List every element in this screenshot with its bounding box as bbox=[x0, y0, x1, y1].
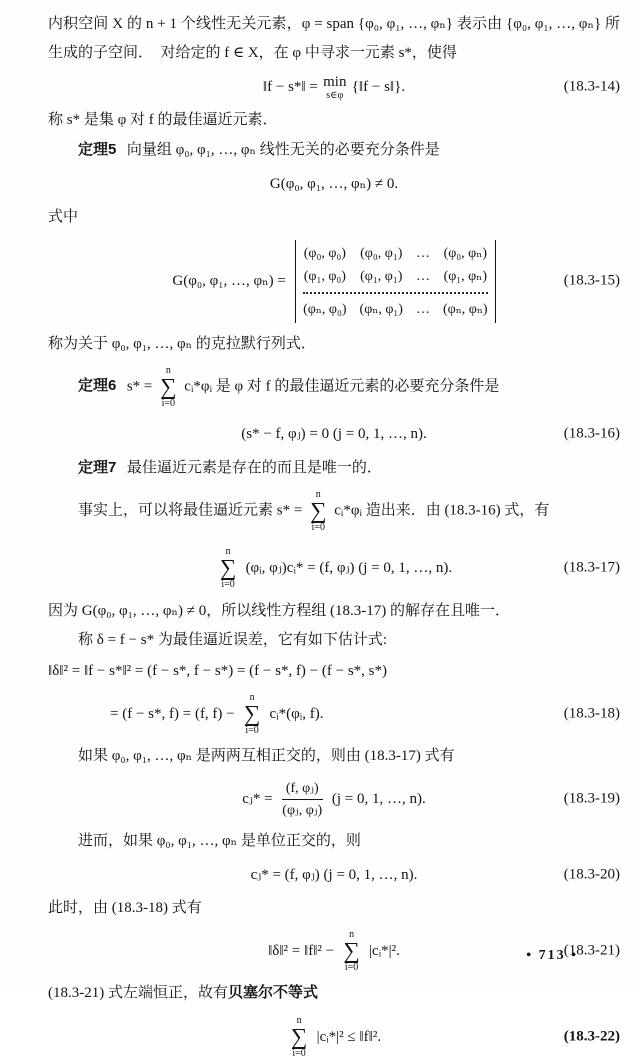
eq22-body: |cᵢ*|² ≤ ‖f‖². bbox=[316, 1028, 382, 1045]
matrix-cell: … bbox=[415, 268, 430, 284]
eq18-line2-post: cᵢ*(φᵢ, f). bbox=[269, 705, 324, 722]
equation-number-18-3-16: (18.3-16) bbox=[563, 425, 620, 442]
gram-nonzero-body: G(φ₀, φ₁, …, φₙ) ≠ 0. bbox=[269, 175, 399, 192]
sum-lower-limit: i=0 bbox=[292, 1048, 306, 1059]
sum-upper-limit: n bbox=[165, 365, 171, 376]
fraction bbox=[282, 779, 323, 820]
paragraph-theorem7 bbox=[48, 453, 620, 483]
equation-number-18-3-15: (18.3-15) bbox=[563, 272, 620, 289]
eq21-pre: ‖δ‖² = ‖f‖² − bbox=[268, 942, 335, 959]
theorem7-text: 最佳逼近元素是存在的而且是唯一的． bbox=[126, 460, 382, 476]
matrix-cell: … bbox=[415, 245, 430, 261]
sum-lower-limit: i=0 bbox=[161, 398, 176, 409]
equation-number-18-3-22: (18.3-22) bbox=[563, 1028, 620, 1045]
equation-number-18-3-14: (18.3-14) bbox=[563, 78, 620, 95]
equation-18-3-22 bbox=[48, 1011, 620, 1063]
bessel-term: 贝塞尔不等式 bbox=[228, 985, 319, 1001]
equation-number-18-3-20: (18.3-20) bbox=[563, 866, 620, 883]
min-op-subscript: s∈φ bbox=[326, 89, 344, 101]
sum-operator: ∑ bbox=[310, 498, 327, 523]
summation-symbol bbox=[244, 692, 260, 736]
summation-symbol bbox=[343, 929, 359, 973]
paragraph-gram-name: 称为关于 φ₀, φ₁, …, φₙ 的克拉默行列式． bbox=[48, 336, 316, 352]
equation-18-3-15 bbox=[48, 235, 620, 327]
sum-operator: ∑ bbox=[343, 938, 360, 963]
summation-symbol bbox=[220, 546, 236, 590]
fraction-denominator: (φⱼ, φⱼ) bbox=[282, 802, 323, 818]
eq15-lhs: G(φ₀, φ₁, …, φₙ) = bbox=[172, 272, 286, 289]
construction-post: cᵢ*φᵢ 造出来．由 (18.3-16) 式，有 bbox=[334, 502, 550, 519]
paragraph-where: 式中 bbox=[48, 209, 79, 225]
bessel-pre: (18.3-21) 式左端恒正，故有 bbox=[48, 985, 228, 1001]
gram-determinant bbox=[295, 240, 495, 323]
eq18-line2 bbox=[48, 689, 620, 739]
equation-18-3-14 bbox=[48, 71, 620, 103]
equation-number-18-3-19: (18.3-19) bbox=[563, 790, 620, 807]
matrix-cell: … bbox=[415, 301, 430, 317]
equation-number-18-3-17: (18.3-17) bbox=[563, 559, 620, 576]
eq14-rhs: {‖f − s‖}. bbox=[351, 78, 406, 95]
paragraph-then: 此时，由 (18.3-18) 式有 bbox=[48, 900, 202, 916]
theorem6-label: 定理6 bbox=[78, 377, 117, 395]
matrix-cell: (φₙ, φ₁) bbox=[359, 301, 403, 317]
gram-matrix bbox=[303, 243, 487, 320]
sum-upper-limit: n bbox=[249, 692, 255, 703]
equation-gram-nonzero bbox=[48, 168, 620, 200]
page-number: • 713 • bbox=[526, 948, 578, 963]
min-operator bbox=[323, 74, 346, 101]
sum-upper-limit: n bbox=[349, 929, 355, 940]
sum-lower-limit: i=0 bbox=[245, 725, 259, 736]
sum-upper-limit: n bbox=[296, 1015, 302, 1026]
sum-operator: ∑ bbox=[160, 374, 177, 399]
summation-symbol bbox=[291, 1015, 307, 1059]
matrix-cell: (φ₁, φ₁) bbox=[360, 268, 403, 284]
equation-number-18-3-18: (18.3-18) bbox=[563, 705, 620, 722]
paragraph-unique-solution: 因为 G(φ₀, φ₁, …, φₙ) ≠ 0，所以线性方程组 (18.3-17) 的解存在且唯一． bbox=[48, 603, 510, 619]
theorem6-pre: s* = bbox=[126, 378, 153, 395]
theorem7-label: 定理7 bbox=[78, 459, 117, 476]
equation-18-3-19 bbox=[48, 774, 620, 824]
sum-lower-limit: i=0 bbox=[221, 579, 235, 590]
sum-upper-limit: n bbox=[315, 489, 321, 500]
paragraph-theorem6 bbox=[48, 359, 620, 415]
fraction-numerator: (f, φⱼ) bbox=[282, 779, 323, 800]
eq18-line1: ‖δ‖² = ‖f − s*‖² = (f − s*, f − s*) = (f − s*, f) − (f − s*, s*) bbox=[48, 663, 388, 679]
equation-18-3-17 bbox=[48, 542, 620, 594]
paragraph-construction bbox=[48, 483, 620, 539]
sum-operator: ∑ bbox=[219, 555, 237, 580]
summation-symbol bbox=[310, 489, 326, 533]
sum-upper-limit: n bbox=[225, 546, 231, 557]
eq17-body: (φᵢ, φⱼ)cᵢ* = (f, φⱼ) (j = 0, 1, …, n). bbox=[245, 559, 453, 576]
theorem5-text: 向量组 φ₀, φ₁, …, φₙ 线性无关的必要充分条件是 bbox=[126, 142, 440, 158]
paragraph-orthogonal: 如果 φ₀, φ₁, …, φₙ 是两两互相正交的，则由 (18.3-17) 式有 bbox=[78, 748, 455, 764]
paragraph-best-approx-def: 称 s* 是集 φ 对 f 的最佳逼近元素． bbox=[48, 112, 278, 128]
eq20-body: cⱼ* = (f, φⱼ) (j = 0, 1, …, n). bbox=[250, 866, 418, 883]
equation-18-3-18 bbox=[48, 657, 620, 739]
sum-operator: ∑ bbox=[290, 1024, 308, 1049]
sum-lower-limit: i=0 bbox=[344, 962, 359, 973]
equation-18-3-16 bbox=[48, 418, 620, 450]
matrix-cell: (φₙ, φₙ) bbox=[442, 301, 488, 317]
matrix-cell: (φ₀, φ₀) bbox=[303, 245, 346, 261]
matrix-cell: (φ₀, φₙ) bbox=[443, 245, 487, 261]
theorem5-label: 定理5 bbox=[78, 141, 117, 158]
eq16-body: (s* − f, φⱼ) = 0 (j = 0, 1, …, n). bbox=[241, 425, 427, 442]
eq19-post: (j = 0, 1, …, n). bbox=[331, 790, 426, 807]
matrix-ellipsis-row bbox=[303, 292, 487, 294]
construction-pre: 事实上，可以将最佳逼近元素 s* = bbox=[78, 502, 303, 519]
eq18-line2-pre: = (f − s*, f) = (f, f) − bbox=[110, 705, 235, 722]
paragraph-orthonormal: 进而，如果 φ₀, φ₁, …, φₙ 是单位正交的，则 bbox=[78, 833, 361, 849]
paragraph-bessel bbox=[48, 979, 620, 1008]
summation-symbol bbox=[160, 365, 176, 409]
min-op-label: min bbox=[323, 73, 347, 90]
paragraph-theorem5 bbox=[48, 135, 620, 165]
matrix-cell: (φₙ, φ₀) bbox=[303, 301, 347, 317]
equation-number-18-3-21: (18.3-21) bbox=[563, 942, 620, 959]
eq14-lhs: ‖f − s*‖ = bbox=[262, 78, 318, 95]
theorem6-post: cᵢ*φᵢ 是 φ 对 f 的最佳逼近元素的必要充分条件是 bbox=[184, 378, 500, 395]
eq21-post: |cᵢ*|². bbox=[369, 942, 400, 959]
paragraph-intro: 内积空间 X 的 n + 1 个线性无关元素，φ = span {φ₀, φ₁, …, φₙ} 表示由 {φ₀, φ₁, …, φₙ} 所生成的子空间． 对给定的 f ∈ X，在 φ 中寻求一元素 s*，使得 bbox=[48, 16, 620, 61]
matrix-cell: (φ₁, φ₀) bbox=[303, 268, 346, 284]
matrix-cell: (φ₁, φₙ) bbox=[443, 268, 487, 284]
eq19-lhs: cⱼ* = bbox=[242, 790, 273, 807]
sum-lower-limit: i=0 bbox=[311, 522, 325, 533]
equation-18-3-20 bbox=[48, 859, 620, 891]
paragraph-error-def: 称 δ = f − s* 为最佳逼近误差，它有如下估计式: bbox=[78, 632, 387, 648]
matrix-cell: (φ₀, φ₁) bbox=[360, 245, 403, 261]
sum-operator: ∑ bbox=[243, 701, 261, 726]
